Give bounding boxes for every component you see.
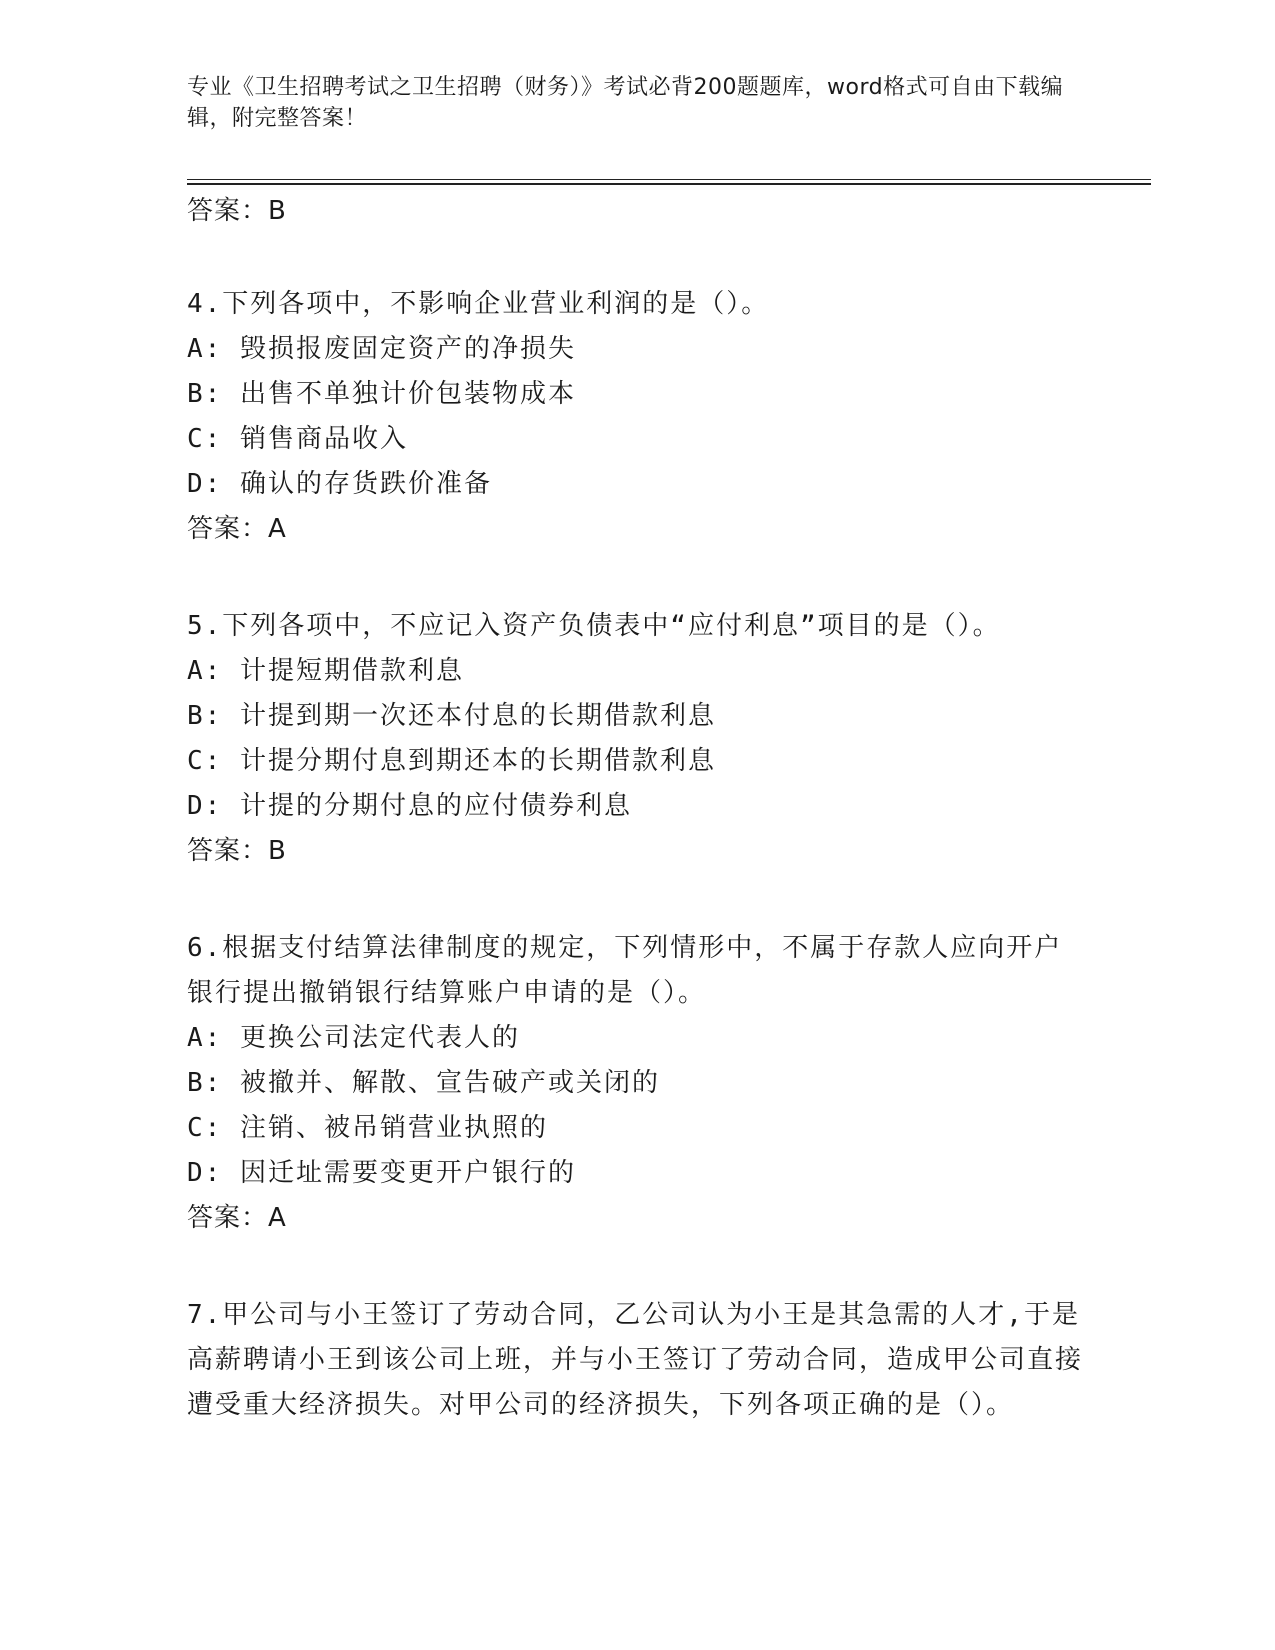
header-divider-thin (187, 179, 1151, 180)
document-header: 专业《卫生招聘考试之卫生招聘（财务）》考试必背200题题库，word格式可自由下载编辑，附完整答案！ (187, 75, 1064, 131)
question-6 (187, 926, 1087, 1241)
question-answer: 答案：A (187, 1203, 287, 1233)
question-answer: 答案：B (187, 836, 287, 866)
option-a: A: 毁损报废固定资产的净损失 (187, 334, 576, 364)
option-b: B: 被撤并、解散、宣告破产或关闭的 (187, 1068, 660, 1098)
header-divider-thick (187, 183, 1151, 185)
option-d: D: 因迁址需要变更开户银行的 (187, 1158, 576, 1188)
question-7 (187, 1293, 1087, 1428)
option-a: A: 计提短期借款利息 (187, 656, 464, 686)
option-d: D: 确认的存货跌价准备 (187, 469, 492, 499)
question-4 (187, 282, 1087, 552)
option-b: B: 计提到期一次还本付息的长期借款利息 (187, 701, 716, 731)
option-b: B: 出售不单独计价包装物成本 (187, 379, 576, 409)
question-stem: 6.根据支付结算法律制度的规定，下列情形中，不属于存款人应向开户银行提出撤销银行结算账户申请的是（）。 (187, 933, 1063, 1008)
option-d: D: 计提的分期付息的应付债券利息 (187, 791, 632, 821)
question-stem: 4.下列各项中，不影响企业营业利润的是（）。 (187, 289, 770, 319)
question-5 (187, 604, 1087, 874)
option-c: C: 计提分期付息到期还本的长期借款利息 (187, 746, 716, 776)
option-c: C: 销售商品收入 (187, 424, 408, 454)
option-a: A: 更换公司法定代表人的 (187, 1023, 520, 1053)
question-answer: 答案：A (187, 514, 287, 544)
question-stem: 5.下列各项中，不应记入资产负债表中“应付利息”项目的是（）。 (187, 611, 1001, 641)
option-c: C: 注销、被吊销营业执照的 (187, 1113, 548, 1143)
question-stem: 7.甲公司与小王签订了劳动合同，乙公司认为小王是其急需的人才,于是高薪聘请小王到该公司上班，并与小王签订了劳动合同，造成甲公司直接遭受重大经济损失。对甲公司的经济损失，下列各项正确的是（）。 (187, 1300, 1084, 1420)
question-content (187, 192, 1087, 1428)
previous-question-answer: 答案：B (187, 196, 287, 226)
